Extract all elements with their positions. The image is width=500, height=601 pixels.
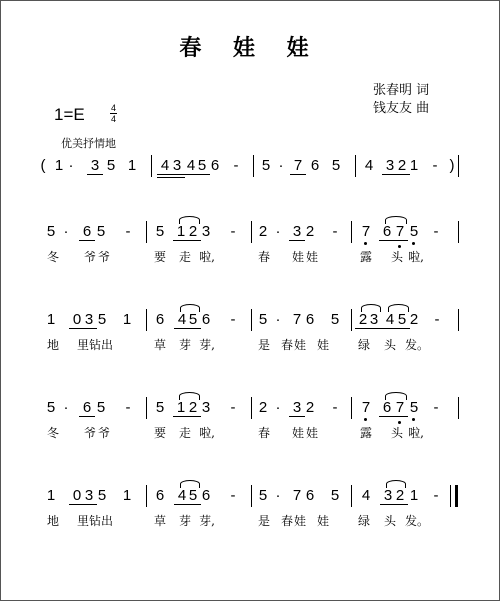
barline <box>458 221 459 243</box>
slur-arc <box>385 392 407 400</box>
underline-beam <box>394 328 410 329</box>
note: 5 <box>331 157 341 174</box>
note: 5 <box>261 157 271 174</box>
underline-beam <box>289 240 305 241</box>
note: 4 <box>177 487 187 504</box>
note: · <box>63 223 69 240</box>
note: 6 <box>305 487 315 504</box>
octave-dot-below <box>364 242 367 245</box>
note: 6 <box>201 311 211 328</box>
note: - <box>125 399 131 416</box>
note: 6 <box>382 399 392 416</box>
note: 1 <box>122 487 132 504</box>
barline <box>455 485 458 507</box>
note: 5 <box>46 399 56 416</box>
note: ( <box>40 157 46 174</box>
note: 7 <box>293 157 303 174</box>
lyric-syllable: 是 <box>257 514 270 528</box>
lyric-syllable: 露 <box>359 426 372 440</box>
note: 2 <box>258 399 268 416</box>
lyric-syllable: 爷 <box>83 426 96 440</box>
barline <box>458 397 459 419</box>
note: 6 <box>82 223 92 240</box>
composer-credit: 钱友友 曲 <box>373 101 430 116</box>
lyric-syllable: 春 <box>280 338 293 352</box>
time-signature-bottom: 4 <box>110 114 116 124</box>
note: 2 <box>188 399 198 416</box>
note: 3 <box>201 223 211 240</box>
slur-arc <box>361 304 381 312</box>
note: - <box>433 399 439 416</box>
note: - <box>230 311 236 328</box>
lyric-syllable: 芽, <box>199 514 215 528</box>
note: 1 <box>176 223 186 240</box>
time-signature <box>110 103 117 124</box>
barline <box>251 221 252 243</box>
note: 5 <box>155 399 165 416</box>
lyric-syllable: 钻 <box>88 514 101 528</box>
lyric-syllable: 头 <box>390 250 403 264</box>
notation-row <box>1 488 499 512</box>
notation-row <box>1 400 499 424</box>
slur-arc <box>180 480 200 488</box>
note: 1 <box>409 157 419 174</box>
octave-dot-below <box>412 418 415 421</box>
lyric-syllable: 春 <box>280 514 293 528</box>
lyric-syllable: 草 <box>153 338 166 352</box>
note: 3 <box>201 399 211 416</box>
note: - <box>432 157 438 174</box>
expression-marking: 优美抒情地 <box>61 137 116 150</box>
note: 6 <box>210 157 220 174</box>
note: 7 <box>292 487 302 504</box>
barline <box>251 309 252 331</box>
barline <box>458 309 459 331</box>
note: 0 <box>72 311 82 328</box>
note: - <box>230 487 236 504</box>
lyric-syllable: 头 <box>383 514 396 528</box>
note: 5 <box>409 399 419 416</box>
barline <box>146 221 147 243</box>
barline <box>351 485 352 507</box>
note: 2 <box>305 223 315 240</box>
lyric-syllable: 春 <box>257 250 270 264</box>
underline-beam <box>81 328 97 329</box>
note: - <box>332 399 338 416</box>
underline-beam <box>392 240 408 241</box>
note: 6 <box>201 487 211 504</box>
key-signature: 1=E <box>54 105 85 124</box>
note: 3 <box>84 311 94 328</box>
note: · <box>275 223 281 240</box>
underline-beam <box>289 416 305 417</box>
note: 5 <box>330 311 340 328</box>
lyric-syllable: 春 <box>257 426 270 440</box>
octave-dot-below <box>364 418 367 421</box>
lyric-syllable: 地 <box>46 338 59 352</box>
note: 3 <box>292 223 302 240</box>
lyric-syllable: 娃 <box>291 250 304 264</box>
note: 1 <box>127 157 137 174</box>
note: 4 <box>364 157 374 174</box>
note: - <box>332 223 338 240</box>
note: 2 <box>305 399 315 416</box>
note: 5 <box>97 487 107 504</box>
note: 4 <box>177 311 187 328</box>
note: 3 <box>90 157 100 174</box>
lyric-syllable: 里 <box>76 514 89 528</box>
underline-beam <box>394 174 410 175</box>
notation-row <box>1 224 499 248</box>
lyric-syllable: 娃 <box>305 426 318 440</box>
note: ) <box>449 157 455 174</box>
lyric-syllable: 爷 <box>97 426 110 440</box>
note: 5 <box>97 311 107 328</box>
underline-beam <box>185 328 201 329</box>
lyric-syllable: 爷 <box>83 250 96 264</box>
barline <box>253 155 254 177</box>
time-signature-top: 4 <box>110 103 116 113</box>
lyric-syllable: 要 <box>153 250 166 264</box>
lyric-syllable: 头 <box>383 338 396 352</box>
lyric-syllable: 发。 <box>405 338 430 352</box>
note: 1 <box>46 487 56 504</box>
note: - <box>433 487 439 504</box>
lyric-syllable: 走 <box>178 250 191 264</box>
lyric-syllable: 娃 <box>293 338 306 352</box>
barline <box>450 485 451 507</box>
lyric-syllable: 冬 <box>46 426 59 440</box>
note: 2 <box>358 311 368 328</box>
lyric-syllable: 头 <box>390 426 403 440</box>
note: 5 <box>188 487 198 504</box>
lyric-syllable: 娃 <box>291 426 304 440</box>
note: 3 <box>369 311 379 328</box>
note: 6 <box>82 399 92 416</box>
note: 3 <box>383 487 393 504</box>
note: 2 <box>258 223 268 240</box>
barline <box>458 155 459 177</box>
note: 5 <box>197 157 207 174</box>
slur-arc <box>180 304 200 312</box>
note: 5 <box>96 223 106 240</box>
underline-beam <box>79 240 95 241</box>
lyric-syllable: 芽, <box>199 338 215 352</box>
note: 7 <box>292 311 302 328</box>
underline-beam <box>290 174 306 175</box>
lyric-syllable: 芽 <box>178 514 191 528</box>
lyric-syllable: 爷 <box>97 250 110 264</box>
note: 5 <box>258 487 268 504</box>
note: 5 <box>397 311 407 328</box>
note: 4 <box>385 311 395 328</box>
lyric-syllable: 娃 <box>316 338 329 352</box>
note: 6 <box>382 223 392 240</box>
underline-beam <box>79 416 95 417</box>
octave-dot-below <box>412 242 415 245</box>
note: - <box>434 311 440 328</box>
barline <box>355 155 356 177</box>
note: 2 <box>188 223 198 240</box>
lyric-syllable: 钻 <box>88 338 101 352</box>
note: 7 <box>361 223 371 240</box>
barline <box>146 397 147 419</box>
note: 1 <box>409 487 419 504</box>
note: - <box>233 157 239 174</box>
lyric-syllable: 地 <box>46 514 59 528</box>
barline <box>251 397 252 419</box>
note: 3 <box>292 399 302 416</box>
lyricist-credit: 张春明 词 <box>373 83 430 98</box>
note: 2 <box>409 311 419 328</box>
note: 5 <box>330 487 340 504</box>
lyric-syllable: 冬 <box>46 250 59 264</box>
note: 1 <box>176 399 186 416</box>
note: 5 <box>106 157 116 174</box>
lyric-syllable: 娃 <box>316 514 329 528</box>
lyric-syllable: 绿 <box>357 338 370 352</box>
note: · <box>275 487 281 504</box>
barline <box>351 221 352 243</box>
note: 2 <box>397 157 407 174</box>
barline <box>251 485 252 507</box>
note: 0 <box>72 487 82 504</box>
note: 5 <box>188 311 198 328</box>
lyric-syllable: 出 <box>100 514 113 528</box>
note: 1 <box>122 311 132 328</box>
lyric-syllable: 芽 <box>178 338 191 352</box>
notation-row <box>1 312 499 336</box>
barline <box>351 397 352 419</box>
lyric-syllable: 啦, <box>199 426 215 440</box>
note: 4 <box>186 157 196 174</box>
note: 3 <box>172 157 182 174</box>
lyric-syllable: 里 <box>76 338 89 352</box>
underline-beam <box>87 174 103 175</box>
note: 7 <box>361 399 371 416</box>
underline-beam <box>194 174 210 175</box>
underline-beam <box>366 328 382 329</box>
slur-arc <box>388 304 409 312</box>
lyric-syllable: 走 <box>178 426 191 440</box>
note: - <box>230 399 236 416</box>
lyric-syllable: 啦, <box>408 250 424 264</box>
note: 6 <box>310 157 320 174</box>
underline-beam <box>81 504 97 505</box>
note: - <box>433 223 439 240</box>
lyric-syllable: 啦, <box>408 426 424 440</box>
underline-beam <box>185 240 201 241</box>
underline-beam <box>392 504 408 505</box>
lyric-syllable: 草 <box>153 514 166 528</box>
slur-arc <box>385 216 407 224</box>
note: · <box>275 311 281 328</box>
note: - <box>125 223 131 240</box>
note: 4 <box>361 487 371 504</box>
lyric-syllable: 要 <box>153 426 166 440</box>
lyric-syllable: 娃 <box>293 514 306 528</box>
note: 6 <box>305 311 315 328</box>
lyric-syllable: 绿 <box>357 514 370 528</box>
note: · <box>63 399 69 416</box>
underline-beam <box>185 416 201 417</box>
song-title: 春 娃 娃 <box>179 35 321 61</box>
lyric-syllable: 发。 <box>405 514 430 528</box>
note: 3 <box>84 487 94 504</box>
note: 5 <box>409 223 419 240</box>
underline-beam <box>169 177 185 178</box>
note: · <box>278 157 284 174</box>
note: 7 <box>395 223 405 240</box>
barline <box>351 309 352 331</box>
underline-beam <box>392 416 408 417</box>
note: 6 <box>155 487 165 504</box>
slur-arc <box>386 480 406 488</box>
lyric-syllable: 出 <box>100 338 113 352</box>
note: 1 <box>46 311 56 328</box>
lyric-syllable: 露 <box>359 250 372 264</box>
slur-arc <box>179 216 200 224</box>
lyric-syllable: 啦, <box>199 250 215 264</box>
note: 3 <box>385 157 395 174</box>
lyric-syllable: 娃 <box>305 250 318 264</box>
note: 5 <box>96 399 106 416</box>
note: 5 <box>155 223 165 240</box>
note: 4 <box>160 157 170 174</box>
note: 2 <box>395 487 405 504</box>
lyric-syllable: 是 <box>257 338 270 352</box>
barline <box>146 309 147 331</box>
barline <box>146 485 147 507</box>
barline <box>151 155 152 177</box>
note: 5 <box>46 223 56 240</box>
note: 6 <box>155 311 165 328</box>
notation-row <box>1 158 499 182</box>
note: · <box>68 157 74 174</box>
note: - <box>230 223 236 240</box>
note: 1 <box>54 157 64 174</box>
slur-arc <box>179 392 200 400</box>
note: 5 <box>258 311 268 328</box>
note: · <box>275 399 281 416</box>
underline-beam <box>185 504 201 505</box>
note: 7 <box>395 399 405 416</box>
